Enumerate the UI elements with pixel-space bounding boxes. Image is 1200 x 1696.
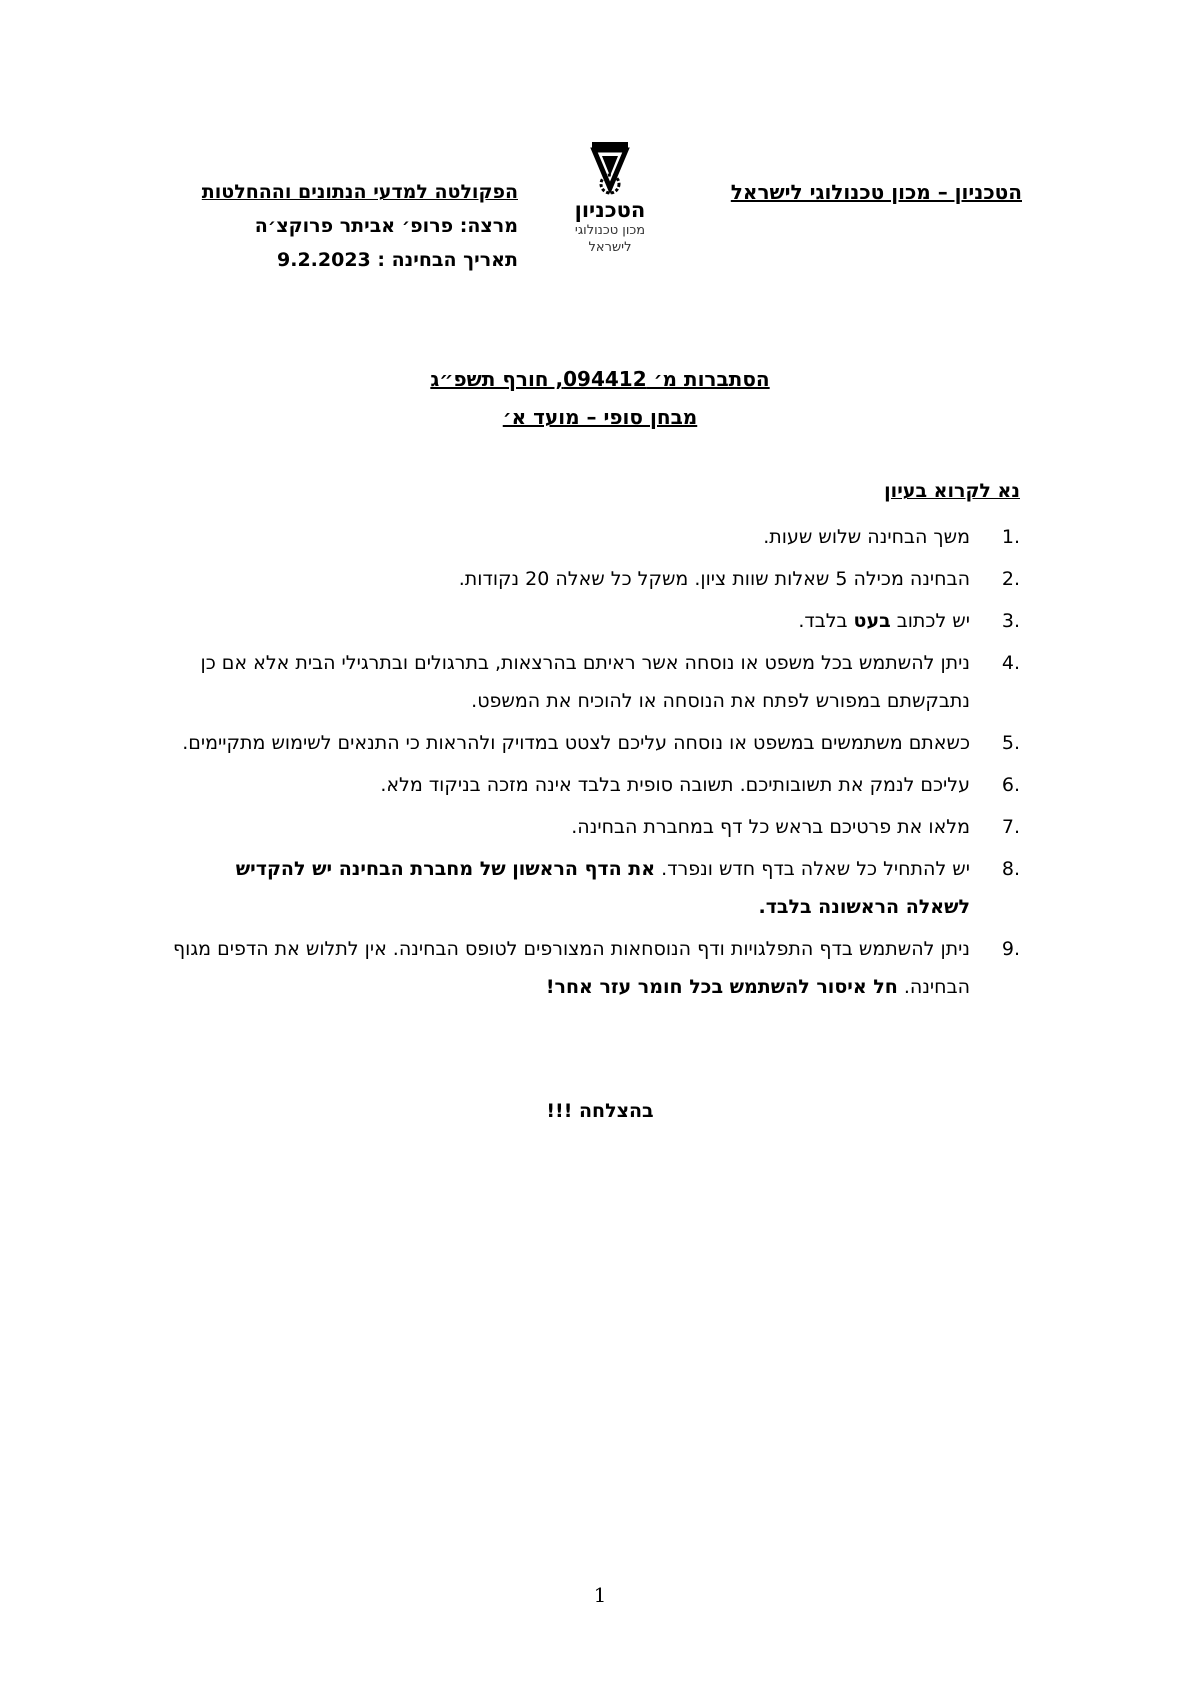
item-text: ניתן להשתמש בדף התפלגויות ודף הנוסחאות המצורפים לטופס הבחינה. אין לתלוש את הדפים מגוף הבחינה. חל איסור להשתמש בכל חומר עזר אחר! (173, 938, 970, 998)
instructions-heading: נא לקרוא בעיון (884, 480, 1020, 502)
logo-subtitle-line2: לישראל (588, 240, 632, 255)
logo-subtitle-line1: מכון טכנולוגי (574, 223, 646, 238)
list-item (170, 850, 1020, 926)
item-number: .1 (1001, 526, 1020, 548)
item-text: משך הבחינה שלוש שעות. (763, 526, 970, 548)
list-item (170, 602, 1020, 640)
item-text: יש לכתוב בעט בלבד. (798, 610, 970, 632)
exam-title (0, 366, 1200, 442)
list-item (170, 644, 1020, 720)
list-item (170, 560, 1020, 598)
technion-logo (565, 140, 655, 256)
institution-name: הטכניון – מכון טכנולוגי לישראל (730, 180, 1022, 204)
item-text: ניתן להשתמש בכל משפט או נוסחה אשר ראיתם בהרצאות, בתרגולים ובתרגילי הבית אלא אם כן נתבקשתם במפורש לפתח את הנוסחה או להוכיח את המשפט. (200, 652, 970, 712)
item-number: .4 (1001, 652, 1020, 674)
faculty-name: הפקולטה למדעי הנתונים וההחלטות (201, 181, 518, 203)
item-text: יש להתחיל כל שאלה בדף חדש ונפרד. את הדף הראשון של מחברת הבחינה יש להקדיש לשאלה הראשונה בלבד. (235, 858, 970, 918)
logo-name: הטכניון (574, 198, 646, 222)
item-number: .2 (1001, 568, 1020, 590)
item-number: .9 (1001, 938, 1020, 960)
list-item (170, 766, 1020, 804)
item-number: .8 (1001, 858, 1020, 880)
technion-emblem-icon (588, 140, 632, 196)
item-text: עליכם לנמק את תשובותיכם. תשובה סופית בלבד אינה מזכה בניקוד מלא. (380, 774, 970, 796)
list-item (170, 808, 1020, 846)
list-item (170, 518, 1020, 556)
lecturer: מרצה: פרופ׳ אביתר פרוקצ׳ה (254, 215, 518, 237)
item-text: מלאו את פרטיכם בראש כל דף במחברת הבחינה. (571, 816, 970, 838)
exam-date: תאריך הבחינה : 9.2.2023 (277, 249, 518, 271)
item-text: הבחינה מכילה 5 שאלות שוות ציון. משקל כל שאלה 20 נקודות. (458, 568, 970, 590)
item-number: .5 (1001, 732, 1020, 754)
instructions-list (170, 518, 1020, 1010)
item-number: .6 (1001, 774, 1020, 796)
exam-details (118, 180, 518, 282)
list-item (170, 930, 1020, 1006)
list-item (170, 724, 1020, 762)
course-title: הסתברות מ׳ 094412, חורף תשפ״ג (430, 367, 770, 391)
item-number: .7 (1001, 816, 1020, 838)
item-number: .3 (1001, 610, 1020, 632)
item-text: כשאתם משתמשים במשפט או נוסחה עליכם לצטט במדויק ולהראות כי התנאים לשימוש מתקיימים. (182, 732, 970, 754)
exam-subtitle: מבחן סופי – מועד א׳ (502, 405, 698, 429)
page-number: 1 (593, 1583, 607, 1607)
good-luck-message: בהצלחה !!! (546, 1100, 654, 1122)
